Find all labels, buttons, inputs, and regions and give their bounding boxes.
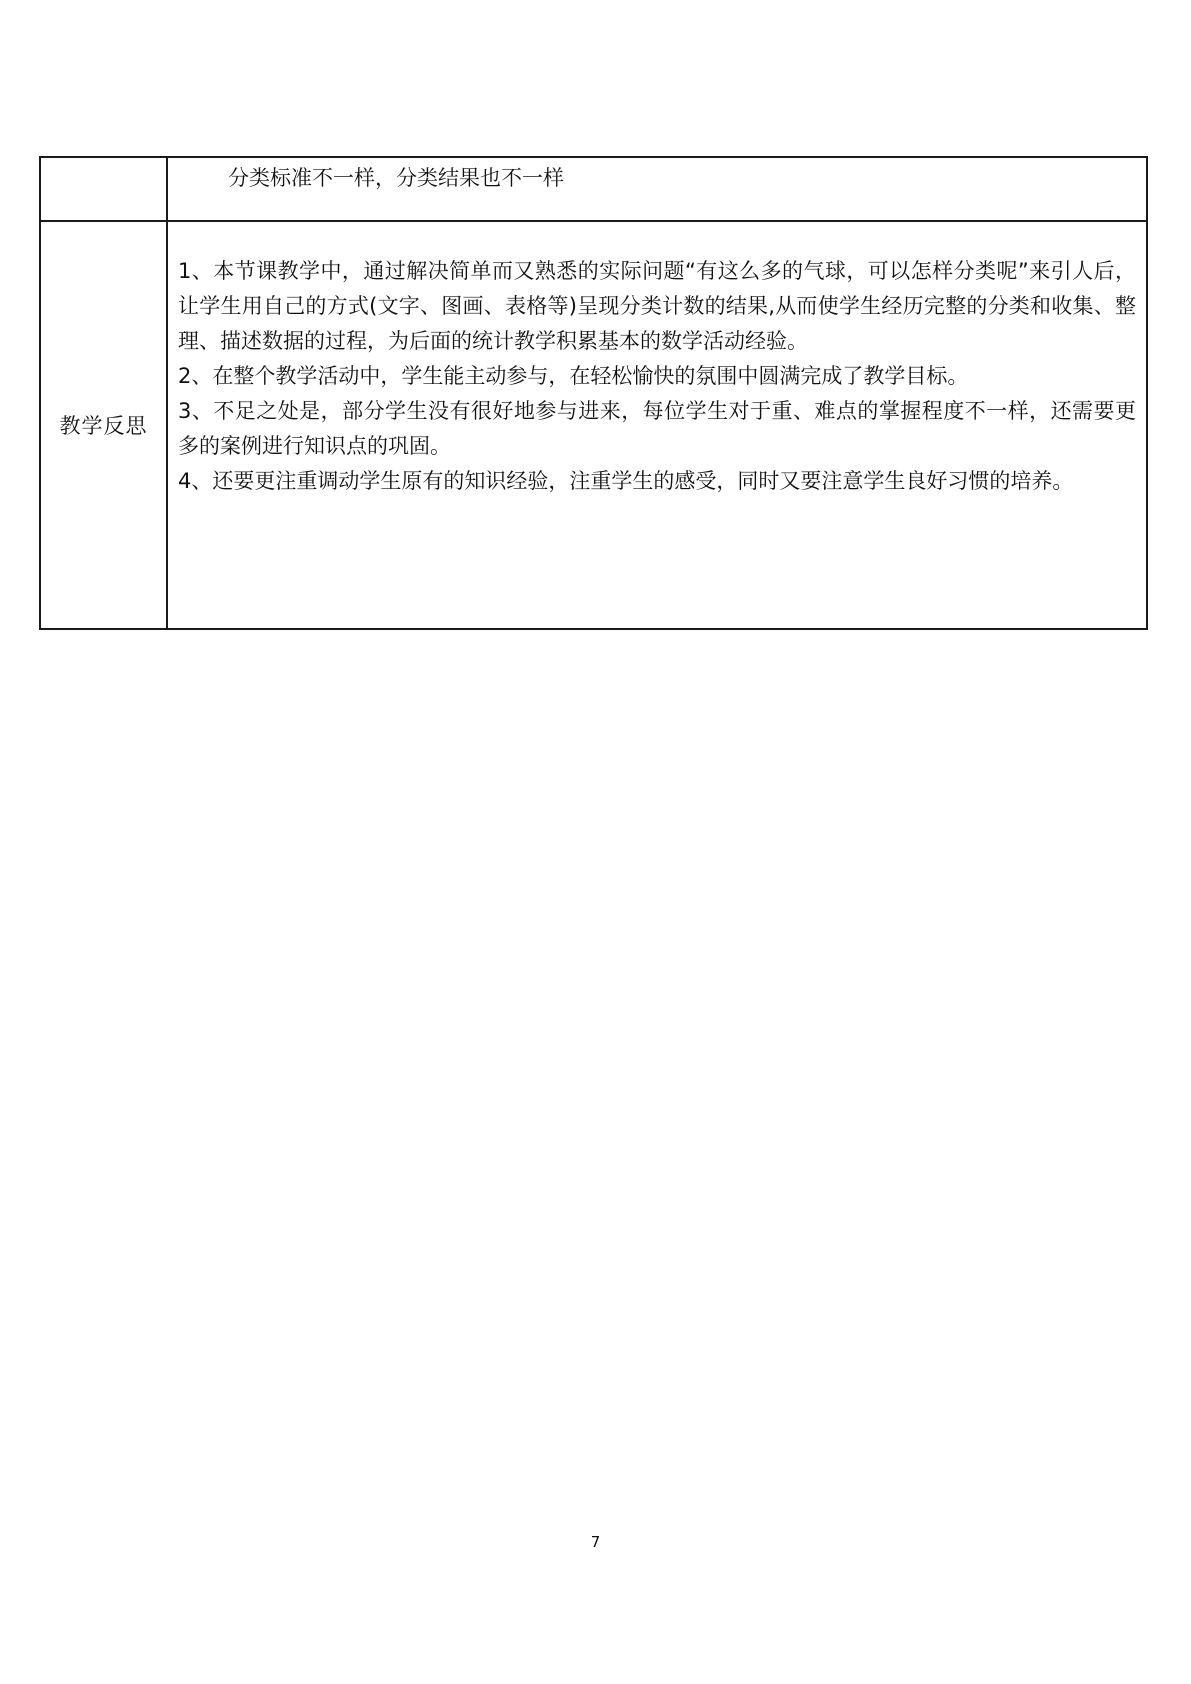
reflection-paragraph-2: 2、在整个教学活动中，学生能主动参与，在轻松愉快的氛围中圆满完成了教学目标。 <box>178 364 969 388</box>
reflection-paragraph-1: 1、本节课教学中，通过解决简单而又熟悉的实际问题“有这么多的气球，可以怎样分类呢”来引人后，让学生用自己的方式(文字、图画、表格等)呈现分类计数的结果,从而使学生经历完整的分类和收集、整理、描述数据的过程，为后面的统计教学积累基本的数学活动经验。 <box>178 259 1136 353</box>
page-number: 7 <box>590 1533 601 1551</box>
reflection-text-block <box>168 222 1146 499</box>
teaching-reflection-label: 教学反思 <box>40 221 167 629</box>
row1-content-cell <box>167 157 1147 221</box>
row1-label-cell <box>40 157 167 221</box>
lesson-table <box>39 156 1148 630</box>
reflection-paragraph-4: 4、还要更注重调动学生原有的知识经验，注重学生的感受，同时又要注意学生良好习惯的培养。 <box>178 469 1074 493</box>
teaching-reflection-cell <box>167 221 1147 629</box>
table-row <box>40 221 1147 629</box>
classification-conclusion-text: 分类标准不一样，分类结果也不一样 <box>228 166 564 190</box>
table-row <box>40 157 1147 221</box>
reflection-paragraph-3: 3、不足之处是，部分学生没有很好地参与进来，每位学生对于重、难点的掌握程度不一样，还需要更多的案例进行知识点的巩固。 <box>178 399 1136 458</box>
